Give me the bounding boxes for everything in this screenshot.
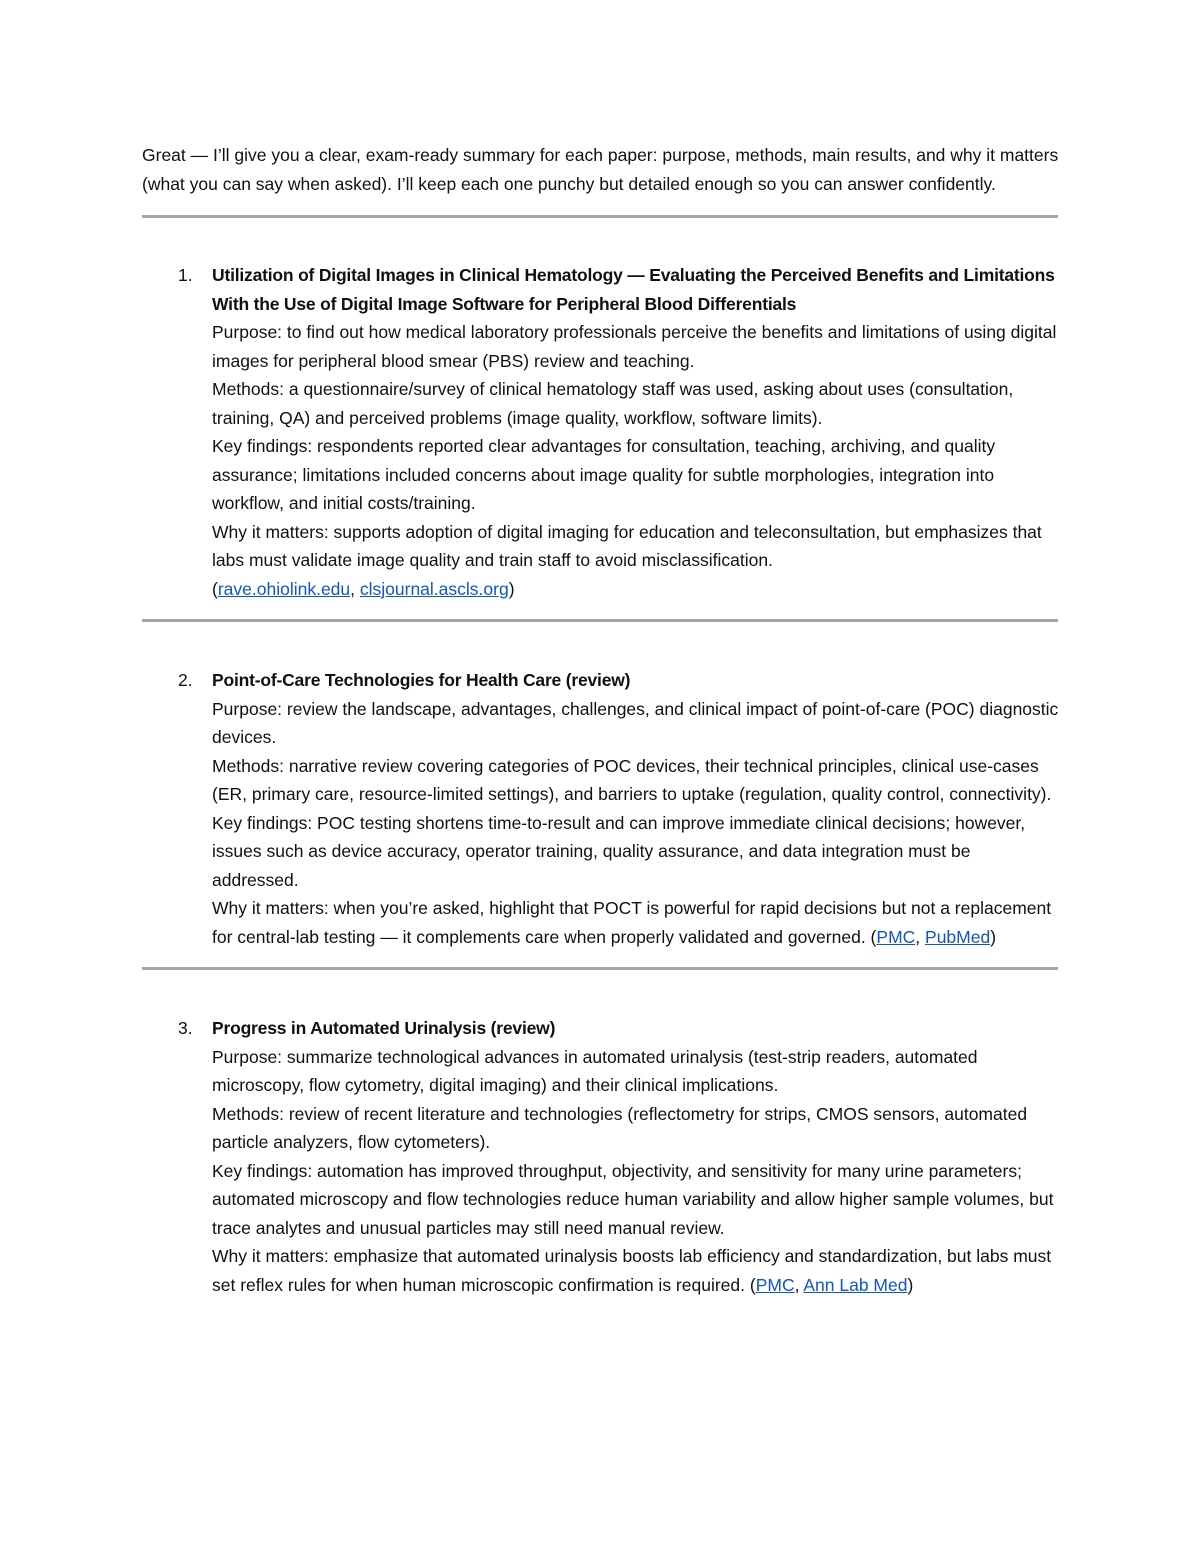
source-link-rave-ohiolink[interactable]: rave.ohiolink.edu	[217, 578, 351, 599]
paper-methods: Methods: review of recent literature and technologies (reflectometry for strips, CMOS sensors, automated particle analyzers, flow cytometers).	[212, 1103, 1028, 1152]
why-text: Why it matters: supports adoption of digital imaging for education and teleconsultation, but emphasizes that labs must validate image quality and train staff to avoid misclassification.	[212, 521, 1042, 570]
source-link-pubmed[interactable]: PubMed	[925, 926, 991, 947]
intro-paragraph: Great — I’ll give you a clear, exam-ready summary for each paper: purpose, methods, main results, and why it matters (what you can say when asked). I’ll keep each one punchy but detailed enough so you can answer confidently.	[142, 145, 1059, 194]
paper-title: Utilization of Digital Images in Clinical Hematology — Evaluating the Perceived Benefits and Limitations With the Use of Digital Image Software for Peripheral Blood Differentials	[212, 265, 1055, 314]
paper-summary-1	[142, 261, 1060, 603]
citation-separator: ,	[915, 926, 926, 947]
source-link-ann-lab-med[interactable]: Ann Lab Med	[803, 1274, 908, 1295]
paper-title: Progress in Automated Urinalysis (review)	[212, 1018, 556, 1038]
paper-purpose: Purpose: review the landscape, advantages, challenges, and clinical impact of point-of-care (POC) diagnostic devices.	[212, 698, 1059, 747]
paper-findings: Key findings: respondents reported clear advantages for consultation, teaching, archiving, and quality assurance; limitations included concerns about image quality for subtle morphologies, integration into workflow, and initial costs/training.	[212, 436, 996, 513]
source-link-pmc[interactable]: PMC	[755, 1274, 795, 1295]
citation-separator: ,	[794, 1274, 804, 1295]
source-link-clsjournal[interactable]: clsjournal.ascls.org	[359, 578, 509, 599]
why-text: Why it matters: when you’re asked, highlight that POCT is powerful for rapid decisions but not a replacement for central-lab testing — it complements care when properly validated and governed.	[212, 898, 1052, 947]
paper-summary-3	[142, 1014, 1060, 1299]
paper-why-it-matters	[212, 518, 1060, 604]
citation-open: (	[745, 1274, 756, 1295]
citation-separator: ,	[350, 578, 360, 599]
citation-close: )	[990, 926, 997, 947]
paper-title: Point-of-Care Technologies for Health Care (review)	[212, 670, 631, 690]
paper-why-it-matters	[212, 1242, 1060, 1299]
horizontal-rule	[142, 215, 1058, 218]
paper-methods: Methods: narrative review covering categories of POC devices, their technical principles, clinical use-cases (ER, primary care, resource-limited settings), and barriers to uptake (regulation, quality control, connectivity).	[212, 755, 1052, 804]
paper-purpose: Purpose: summarize technological advances in automated urinalysis (test-strip readers, automated microscopy, flow cytometry, digital imaging) and their clinical implications.	[212, 1046, 978, 1095]
horizontal-rule	[142, 967, 1058, 970]
paper-findings: Key findings: POC testing shortens time-to-result and can improve immediate clinical decisions; however, issues such as device accuracy, operator training, quality assurance, and data integration must be addressed.	[212, 812, 1026, 890]
list-number: 2.	[178, 670, 193, 690]
list-number: 1.	[178, 265, 193, 285]
paper-purpose: Purpose: to find out how medical laboratory professionals perceive the benefits and limitations of using digital images for peripheral blood smear (PBS) review and teaching.	[212, 322, 1057, 371]
paper-why-it-matters	[212, 894, 1060, 951]
citation-open: (	[212, 578, 218, 599]
paper-methods: Methods: a questionnaire/survey of clinical hematology staff was used, asking about uses (consultation, training, QA) and perceived problems (image quality, workflow, software limits).	[212, 379, 1014, 428]
horizontal-rule	[142, 619, 1058, 622]
paper-summary-2	[142, 666, 1060, 951]
source-link-pmc[interactable]: PMC	[876, 926, 916, 947]
paper-findings: Key findings: automation has improved throughput, objectivity, and sensitivity for many urine parameters; automated microscopy and flow technologies reduce human variability and allow higher sample volumes, but trace analytes and unusual particles may still need manual review.	[212, 1160, 1054, 1238]
citation-close: )	[508, 578, 515, 599]
list-number: 3.	[178, 1018, 193, 1038]
citation-open: (	[865, 926, 877, 947]
why-text: Why it matters: emphasize that automated urinalysis boosts lab efficiency and standardization, but labs must set reflex rules for when human microscopic confirmation is required.	[212, 1246, 1052, 1295]
document-body	[142, 141, 1060, 1299]
citation-close: )	[907, 1274, 914, 1295]
